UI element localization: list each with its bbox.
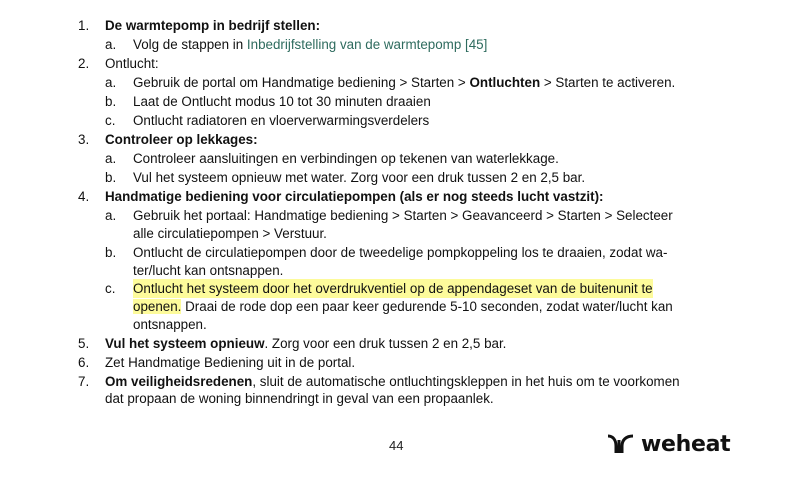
- sub-letter: a.: [105, 151, 117, 166]
- sub-text: Laat de Ontlucht modus 10 tot 30 minuten draaien: [133, 94, 431, 109]
- cross-reference-link[interactable]: Inbedrijfstelling van de warmtepomp [45]: [246, 37, 488, 52]
- item-title: Ontlucht:: [105, 56, 159, 71]
- sub-text: Draai de rode dop een paar keer gedurende 5-10 seconden, zodat water/lucht kan: [181, 299, 673, 314]
- item-number: 3.: [78, 132, 90, 147]
- sub-letter: c.: [105, 113, 116, 128]
- sub-text: Ontlucht radiatoren en vloerverwarmingsverdelers: [133, 113, 430, 128]
- sub-text: ter/lucht kan ontsnappen.: [133, 263, 284, 278]
- sub-letter: b.: [105, 170, 117, 185]
- item-title: Controleer op lekkages:: [105, 132, 258, 147]
- sub-letter: a.: [105, 208, 117, 223]
- item-text: , sluit de automatische ontluchtingskleppen in het huis om te voorkomen: [252, 374, 680, 389]
- highlighted-text: Ontlucht het systeem door het overdrukventiel op de appendageset van de buitenunit te: [133, 281, 653, 296]
- page-number: 44: [389, 438, 404, 453]
- item-number: 6.: [78, 355, 90, 370]
- sub-text: Vul het systeem opnieuw met water. Zorg voor een druk tussen 2 en 2,5 bar.: [133, 170, 586, 185]
- sub-letter: b.: [105, 245, 117, 260]
- sub-text: alle circulatiepompen > Verstuur.: [133, 226, 327, 241]
- sub-text: ontsnappen.: [133, 317, 207, 332]
- sub-letter: a.: [105, 37, 117, 52]
- sub-text: > Starten te activeren.: [540, 75, 676, 90]
- item-number: 5.: [78, 336, 90, 351]
- sub-text: Gebruik het portaal: Handmatige bediening > Starten > Geavanceerd > Starten > Selecteer: [133, 208, 673, 223]
- item-text: . Zorg voor een druk tussen 2 en 2,5 bar.: [264, 336, 507, 351]
- sub-text: Gebruik de portal om Handmatige bediening > Starten >: [133, 75, 470, 90]
- weheat-logo: [607, 431, 730, 457]
- item-text: dat propaan de woning binnendringt in geval van een propaanlek.: [105, 391, 494, 406]
- sub-text: Controleer aansluitingen en verbindingen op tekenen van waterlekkage.: [133, 151, 559, 166]
- logo-text: weheat: [641, 431, 731, 457]
- item-number: 4.: [78, 189, 90, 204]
- item-title-bold: Om veiligheidsredenen: [105, 374, 253, 389]
- item-title: De warmtepomp in bedrijf stellen:: [105, 18, 321, 33]
- item-number: 2.: [78, 56, 90, 71]
- highlighted-text: openen.: [133, 299, 182, 314]
- sub-letter: b.: [105, 94, 117, 109]
- sub-text-bold: Ontluchten: [469, 75, 541, 90]
- sub-letter: c.: [105, 281, 116, 296]
- item-title-bold: Vul het systeem opnieuw: [105, 336, 265, 351]
- item-text: Zet Handmatige Bediening uit in de portal.: [105, 355, 356, 370]
- sub-text: Ontlucht de circulatiepompen door de tweedelige pompkoppeling los te draaien, zodat wa-: [133, 245, 668, 260]
- weheat-logo-icon: [607, 434, 635, 454]
- sub-text: Volg de stappen in: [133, 37, 247, 52]
- item-number: 7.: [78, 374, 90, 389]
- item-title: Handmatige bediening voor circulatiepompen (als er nog steeds lucht vastzit):: [105, 189, 604, 204]
- sub-letter: a.: [105, 75, 117, 90]
- item-number: 1.: [78, 18, 90, 33]
